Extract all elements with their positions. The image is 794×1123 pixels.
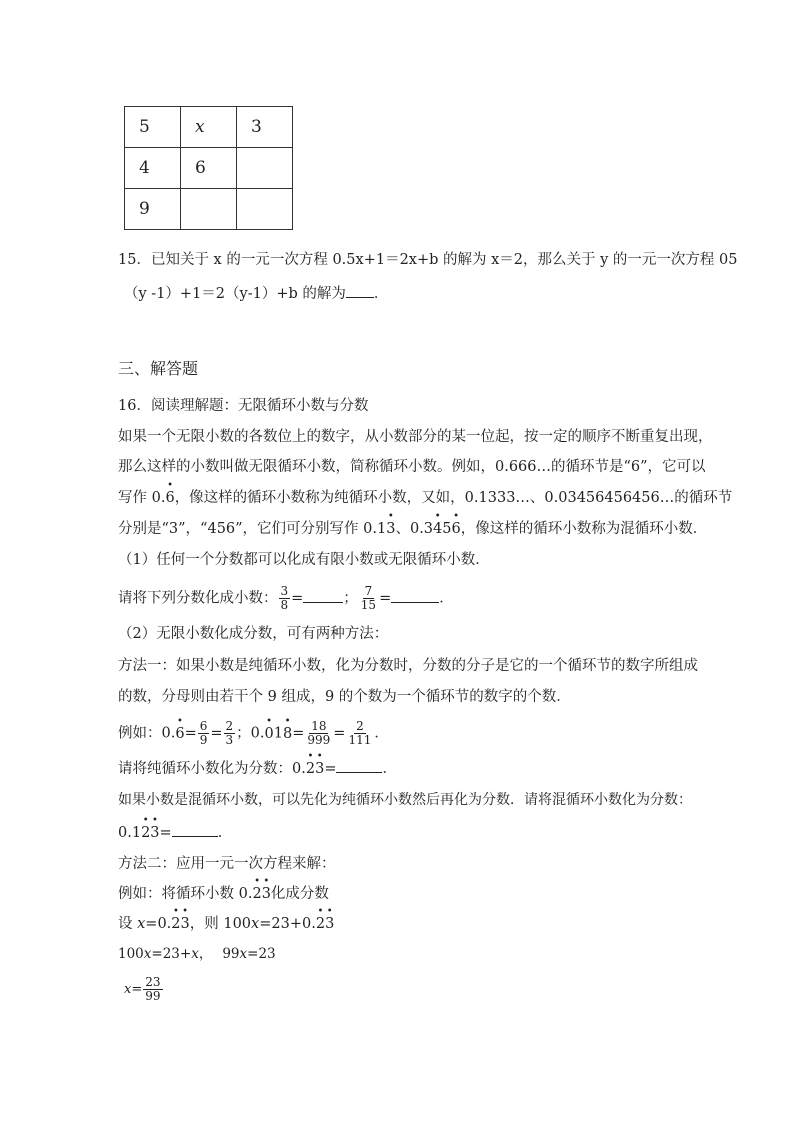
mixed-repeating-question <box>118 815 233 843</box>
repeat-dot-icon: • <box>284 715 291 727</box>
variable: x <box>137 916 146 932</box>
repeat-dot-icon: • <box>254 876 261 887</box>
number-grid <box>124 106 293 230</box>
text: ；0. <box>236 725 265 742</box>
digit: 2 <box>305 761 316 777</box>
digit: 4 <box>433 521 443 537</box>
numerator: 2 <box>356 719 364 733</box>
digit: 2 <box>171 916 181 932</box>
repeating-digit <box>386 511 396 539</box>
method1-example <box>118 715 389 747</box>
text: ． <box>382 761 397 777</box>
text: 设 <box>118 916 138 932</box>
grid-row <box>125 189 293 230</box>
text: 99 <box>222 946 240 962</box>
variable: x <box>251 916 260 932</box>
denominator: 999 <box>307 733 331 747</box>
repeat-dot-icon: • <box>151 815 158 826</box>
denominator: 3 <box>225 733 234 747</box>
repeating-digit <box>282 715 293 744</box>
repeating-digit <box>325 906 335 934</box>
grid-cell: 6 <box>181 148 237 189</box>
variable: x <box>124 982 132 997</box>
method2-solution <box>124 976 164 1003</box>
repeat-dot-icon: • <box>177 715 183 727</box>
text: = <box>379 590 392 607</box>
q16-title: 16．阅读理解题：无限循环小数与分数 <box>118 398 369 414</box>
digit: 3 <box>315 761 325 777</box>
method2-equation <box>118 944 276 964</box>
digit: 6 <box>451 521 461 537</box>
variable: x <box>239 946 248 962</box>
q16-paragraph <box>118 511 708 539</box>
digit: 8 <box>282 725 293 742</box>
digit: 2 <box>141 825 151 841</box>
repeating-digit <box>261 876 271 904</box>
fraction <box>224 720 236 747</box>
digit: 0 <box>264 725 274 742</box>
digit: 3 <box>325 916 335 932</box>
text: 、0.3 <box>395 521 434 537</box>
q15-text: （y -1）+1＝2（y-1）+b 的解为 <box>124 286 346 302</box>
digit: 2 <box>315 916 326 932</box>
fraction <box>305 720 332 747</box>
fraction <box>143 976 162 1003</box>
text: =23 <box>247 946 276 962</box>
repeat-dot-icon: • <box>263 876 270 887</box>
answer-blank[interactable] <box>346 283 374 298</box>
denominator: 99 <box>145 989 161 1003</box>
repeat-dot-icon: • <box>182 906 189 917</box>
denominator: 111 <box>348 733 372 747</box>
repeat-dot-icon: • <box>316 751 323 762</box>
repeat-dot-icon: • <box>434 511 441 522</box>
digit: 3 <box>150 825 160 841</box>
repeating-digit <box>315 906 326 934</box>
text: = <box>210 725 223 742</box>
method2-setup <box>118 906 335 934</box>
q16-part1: （1）任何一个分数都可以化成有限小数或无限循环小数． <box>118 552 490 568</box>
digit: 3 <box>386 521 396 537</box>
text: ， <box>198 946 213 962</box>
repeat-dot-icon: • <box>307 751 314 762</box>
digit: 2 <box>252 886 262 902</box>
denominator: 8 <box>280 598 289 612</box>
repeat-dot-icon: • <box>172 906 179 917</box>
answer-blank[interactable] <box>391 588 439 603</box>
digit: 3 <box>180 916 190 932</box>
pure-repeating-question <box>118 751 397 779</box>
grid-cell <box>181 189 237 230</box>
q16-paragraph: 如果一个无限小数的各数位上的数字，从小数部分的某一位起，按一定的顺序不断重复出现， <box>118 429 713 445</box>
numerator: 2 <box>225 719 234 733</box>
numerator: 23 <box>145 975 161 989</box>
grid-cell: 4 <box>125 148 181 189</box>
repeating-digit <box>305 751 316 779</box>
denominator: 15 <box>360 598 377 612</box>
grid-cell: 5 <box>125 107 181 148</box>
denominator: 9 <box>199 733 208 747</box>
repeating-digit <box>264 715 274 744</box>
repeat-dot-icon: • <box>167 480 174 491</box>
text: 例如：0. <box>118 725 176 742</box>
method1-text: 方法一：如果小数是纯循环小数，化为分数时，分数的分子是它的一个循环节的数字所组成 <box>118 658 698 674</box>
fraction <box>359 585 378 612</box>
q15-line1: 15．已知关于 x 的一元一次方程 0.5x+1＝2x+b 的解为 x＝2，那么关于 y 的一元一次方程 05 <box>118 252 738 268</box>
text: 100 <box>118 946 144 962</box>
text: 例如：将循环小数 0. <box>118 886 253 902</box>
repeating-digit <box>451 511 461 539</box>
q16-part1-question <box>118 585 454 612</box>
text: ． <box>374 725 389 742</box>
q15-line2 <box>124 283 388 304</box>
digit: 6 <box>165 490 175 506</box>
q16-part2: （2）无限小数化成分数，可有两种方法： <box>118 626 389 642</box>
text: = <box>159 825 172 841</box>
text: 化成分数 <box>270 886 329 902</box>
numerator: 3 <box>280 584 289 598</box>
text: = <box>333 725 346 742</box>
q16-paragraph <box>118 480 733 508</box>
text: = <box>291 590 304 607</box>
repeating-digit <box>165 480 175 508</box>
answer-blank[interactable] <box>336 758 382 773</box>
digit: 3 <box>261 886 271 902</box>
digit: 5 <box>442 521 452 537</box>
mixed-repeating-text: 如果小数是混循环小数，可以先化为纯循环小数然后再化为分数．请将混循环小数化为分数： <box>118 792 692 808</box>
grid-row <box>125 107 293 148</box>
grid-cell: x <box>181 107 237 148</box>
text: ． <box>217 825 233 841</box>
q16-paragraph: 那么这样的小数叫做无限循环小数，简称循环小数。例如，0.666…的循环节是“6”，它可以 <box>118 459 706 475</box>
repeat-dot-icon: • <box>326 906 333 917</box>
grid-cell <box>237 148 293 189</box>
method1-text: 的数，分母则由若干个 9 组成，9 的个数为一个循环节的数字的个数． <box>118 689 571 705</box>
fraction <box>279 585 291 612</box>
text: = <box>184 725 197 742</box>
repeating-digit <box>175 715 185 744</box>
repeat-dot-icon: • <box>387 511 394 522</box>
fraction <box>198 720 210 747</box>
text: = <box>324 761 337 777</box>
answer-blank[interactable] <box>172 822 218 837</box>
method2-example <box>118 876 329 904</box>
text: ． <box>439 590 454 607</box>
numerator: 7 <box>364 584 373 598</box>
repeating-digit <box>433 511 443 539</box>
text: ，像这样的循环小数称为纯循环小数，又如，0.1333…、0.03456456456…的循环节 <box>174 490 733 506</box>
text: =0. <box>145 916 172 932</box>
variable: x <box>143 946 152 962</box>
answer-blank[interactable] <box>303 588 343 603</box>
section-title: 三、解答题 <box>118 359 199 378</box>
text: 写作 0. <box>118 490 166 506</box>
text: = <box>131 982 143 997</box>
numerator: 18 <box>311 719 327 733</box>
grid-cell: 9 <box>125 189 181 230</box>
repeat-dot-icon: • <box>266 715 273 727</box>
fraction <box>346 720 373 747</box>
text: ； <box>343 590 358 607</box>
text: 0.1 <box>118 825 142 841</box>
repeating-digit <box>171 906 181 934</box>
repeating-digit <box>315 751 325 779</box>
repeat-dot-icon: • <box>317 906 324 917</box>
variable: x <box>191 946 199 962</box>
text: = <box>292 725 305 742</box>
repeating-digit <box>252 876 262 904</box>
text: ，像这样的循环小数称为混循环小数． <box>460 521 708 537</box>
text: 分别是“3”，“456”，它们可分别写作 0.1 <box>118 521 387 537</box>
grid-cell: 3 <box>237 107 293 148</box>
repeat-dot-icon: • <box>453 511 460 522</box>
digit: 6 <box>175 725 185 742</box>
text: 请将纯循环小数化为分数：0. <box>118 761 306 777</box>
numerator: 6 <box>199 719 208 733</box>
text: ，则 100 <box>189 916 252 932</box>
digit: 1 <box>273 725 283 742</box>
text: =23+0. <box>259 916 316 932</box>
grid-cell <box>237 189 293 230</box>
repeating-digit <box>150 815 160 843</box>
q15-end: ． <box>373 286 389 302</box>
repeating-digit <box>141 815 151 843</box>
method2-text: 方法二：应用一元一次方程来解： <box>118 856 336 872</box>
text: =23+ <box>151 946 192 962</box>
repeat-dot-icon: • <box>142 815 149 826</box>
repeating-digit <box>180 906 190 934</box>
grid-row <box>125 148 293 189</box>
text: 请将下列分数化成小数： <box>118 590 278 607</box>
